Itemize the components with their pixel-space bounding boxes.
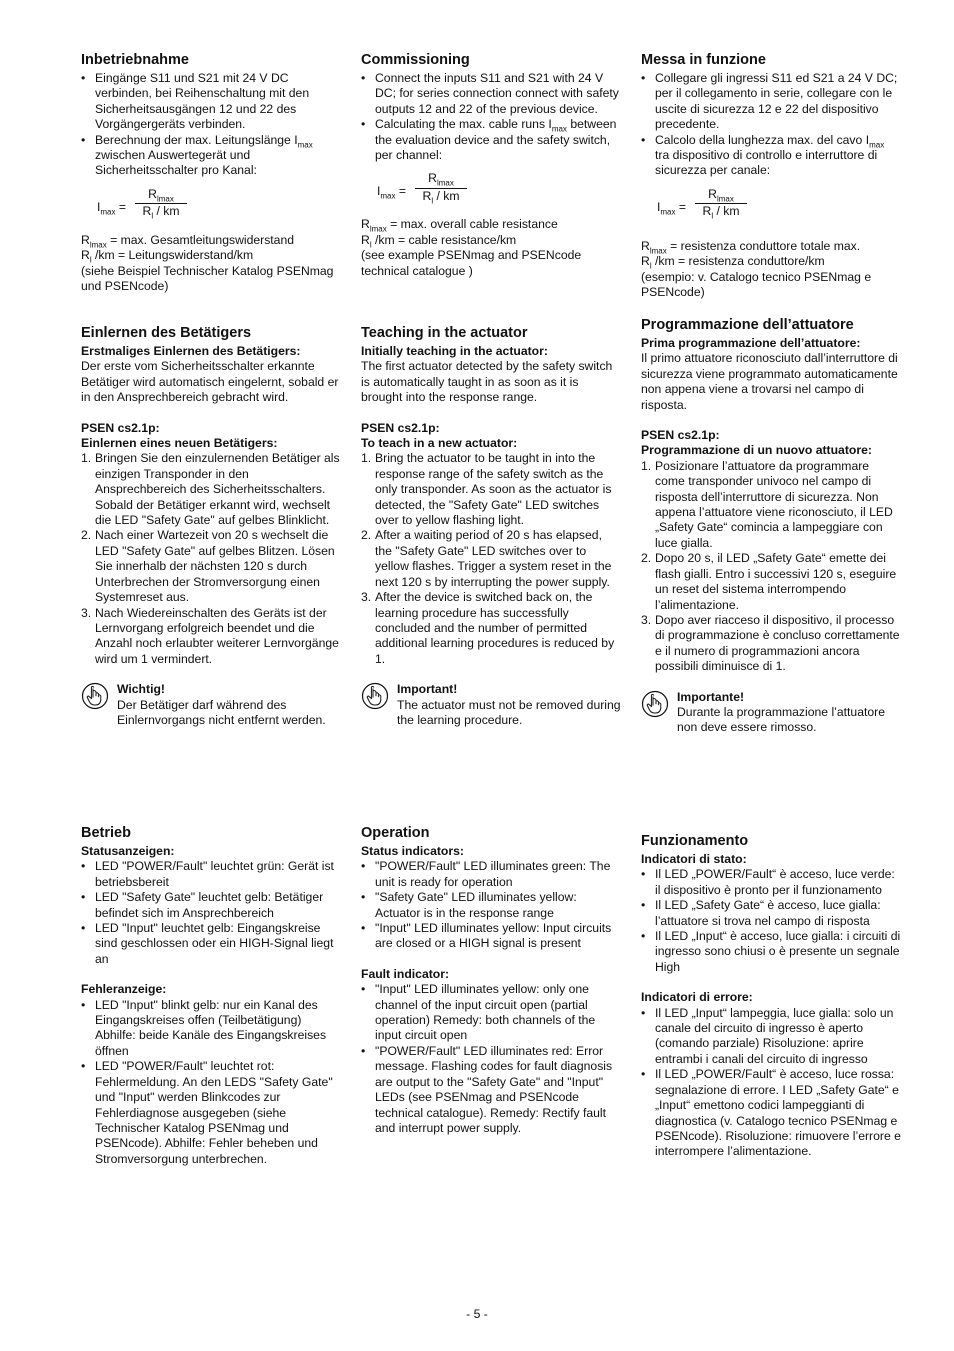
section-title: Teaching in the actuator — [361, 325, 528, 341]
list-item: 3. Nach Wiedereinschalten des Geräts ist der Lernvorgang erfolgreich beendet und die Anzahl noch erlaubter weiterer Lernvorgänge wird um 1 vermindert. — [81, 605, 339, 666]
list-item: • Il LED „Input“ è acceso, luce gialla: i circuiti di ingresso sono chiusi o è presente un segnale High — [641, 929, 901, 975]
subheading: Initially teaching in the actuator: — [361, 344, 548, 358]
subheading: PSEN cs2.1p: — [641, 428, 720, 443]
list-item: • "POWER/Fault" LED illuminates red: Error message. Flashing codes for fault diagnosis are output to the "Safety Gate" and "Input" LEDs (see PSENmag and PSENcode technical catalogue). Remedy: Rectify fault and interrupt power supply. — [361, 1044, 621, 1136]
formula-lhs: $I_{max}$ = — [657, 199, 687, 217]
bullet-list — [361, 982, 621, 1136]
subheading: Einlernen eines neuen Betätigers: — [81, 436, 278, 451]
section-title: Operation — [361, 825, 430, 841]
definition-line: $R_l$ /km = cable resistance/km — [361, 232, 517, 250]
list-item-text: zwischen Auswertegerät und Sicherheitsschalter pro Kanal: — [95, 148, 257, 178]
numbered-list — [81, 451, 341, 667]
subheading: Prima programmazione dell’attuatore: — [641, 336, 861, 350]
section-title: Funzionamento — [641, 833, 749, 849]
note-title: Wichtig! — [117, 682, 165, 697]
formula-fraction: $R_{lmax}$ $R_l$ / km — [415, 171, 467, 204]
section-operation — [361, 825, 621, 1136]
list-item: 2. Nach einer Wartezeit von 20 s wechselt die LED "Safety Gate" auf gelbes Blitzen. Lösen Sie innerhalb der nächsten 120 s durch Unterbrechen der Stromversorgung einen Systemreset aus. — [81, 528, 335, 605]
bullet-list — [641, 867, 901, 975]
list-item: 1. Bring the actuator to be taught in into the response range of the safety switch as the only transponder. As soon as the actuator is detected, the "Safety Gate" LED switches over to yellow flashing light. — [361, 451, 612, 528]
list-item: 3. After the device is switched back on, the learning procedure has successfully concluded and the number of permitted additional learning procedures is reduced by 1. — [361, 590, 615, 666]
pointing-hand-icon — [81, 682, 109, 710]
numbered-list — [641, 459, 901, 675]
definition-line: (siehe Beispiel Technischer Katalog PSENmag und PSENcode) — [81, 263, 334, 294]
list-item-text: Calcolo della lunghezza max. del cavo I — [655, 132, 870, 147]
list-item: • Collegare gli ingressi S11 ed S21 a 24 V DC; per il collegamento in serie, collegare con le uscite di sicurezza 12 e 22 del dispositivo precedente. — [641, 71, 901, 133]
subheading: To teach in a new actuator: — [361, 436, 518, 451]
subheading: Indicatori di stato: — [641, 852, 747, 866]
list-item: 1. Posizionare l’attuatore da programmare come transponder univoco nel campo di risposta dell’interruttore di sicurezza. Non appena l’attuatore viene riconosciuto, il LED „Safety Gate“ comincia a lampeggiare con luce gialla. — [641, 458, 893, 550]
list-item — [641, 133, 901, 179]
numbered-list — [361, 451, 621, 667]
bullet-list — [641, 71, 901, 179]
list-item: • LED "POWER/Fault" leuchtet rot: Fehlermeldung. An den LEDS "Safety Gate" und "Input" werden Blinkcodes zur Fehlerdiagnose ausgegeben (siehe Technischer Katalog PSENmag und PSENcode). Abhilfe: Fehler beheben und Stromversorgung unterbrechen. — [81, 1059, 341, 1167]
section-title: Messa in funzione — [641, 52, 766, 68]
note-text: Durante la programmazione l’attuatore non deve essere rimosso. — [677, 704, 885, 735]
list-item: • "POWER/Fault" LED illuminates green: The unit is ready for operation — [361, 859, 621, 890]
definition-line: (esempio: v. Catalogo tecnico PSENmag e PSENcode) — [641, 269, 872, 300]
definition-line: (see example PSENmag and PSENcode technical catalogue ) — [361, 248, 582, 278]
bullet-list — [81, 859, 341, 967]
formula-lhs: $I_{max}$ = — [97, 199, 127, 217]
section-title: Inbetriebnahme — [81, 52, 189, 68]
cable-length-formula — [657, 187, 901, 229]
definition-line: $R_l$ /km = Leitungswiderstand/km — [81, 248, 254, 265]
subheading: PSEN cs2.1p: — [361, 420, 440, 435]
list-item: • Il LED „POWER/Fault“ è acceso, luce verde: il dispositivo è pronto per il funzionamento — [641, 867, 901, 898]
note-title: Important! — [397, 682, 458, 697]
paragraph: Der erste vom Sicherheitsschalter erkannte Betätiger wird automatisch eingelernt, sobald er in den Ansprechbereich gebracht wird. — [81, 359, 339, 405]
list-item: • LED "Safety Gate" leuchtet gelb: Betätiger befindet sich im Ansprechbereich — [81, 890, 341, 921]
formula-lhs: $I_{max}$ = — [377, 184, 407, 201]
section-inbetriebnahme — [81, 52, 341, 294]
subheading: PSEN cs2.1p: — [81, 420, 160, 435]
list-item: • "Input" LED illuminates yellow: only one channel of the input circuit open (partial operation) Remedy: both channels of the input circuit open — [361, 982, 621, 1044]
list-item: • Eingänge S11 und S21 mit 24 V DC verbinden, bei Reihenschaltung mit den Sicherheitsausgängen 12 und 22 des Vorgängergeräts verbinden. — [81, 71, 341, 133]
important-note — [361, 682, 621, 728]
subheading: Erstmaliges Einlernen des Betätigers: — [81, 344, 301, 358]
important-note — [641, 690, 901, 736]
list-item-text: Calculating the max. cable runs I — [375, 117, 552, 132]
list-item: • Il LED „Safety Gate“ è acceso, luce gialla: l’attuatore si trova nel campo di risposta — [641, 898, 901, 929]
bullet-list — [81, 998, 341, 1167]
formula-fraction: $R_{lmax}$ $R_l$ / km — [135, 187, 187, 220]
definition-line: $R_{lmax} = \max$. overall cable resistance — [361, 217, 558, 234]
section-messa-in-funzione — [641, 52, 901, 300]
subscript: max — [551, 124, 567, 134]
subscript: max — [869, 140, 885, 150]
note-text: The actuator must not be removed during the learning procedure. — [397, 697, 621, 727]
section-title: Einlernen des Betätigers — [81, 325, 252, 341]
bullet-list — [361, 859, 621, 951]
section-commissioning — [361, 52, 621, 279]
subheading: Statusanzeigen: — [81, 844, 175, 858]
pointing-hand-icon — [361, 682, 389, 710]
section-title: Betrieb — [81, 825, 131, 841]
list-item: • LED "Input" blinkt gelb: nur ein Kanal des Eingangskreises offen (Teilbetätigung) Abhilfe: beide Kanäle des Eingangskreises öffnen — [81, 998, 341, 1060]
important-note — [81, 682, 341, 728]
list-item: • Il LED „POWER/Fault“ è acceso, luce rossa: segnalazione di errore. I LED „Safety Gate“ e „Input“ emettono codici lampeggianti di diagnostica (v. Catalogo tecnico PSENmag e PSENcode). Risoluzione: rimuovere l’errore e interrompere l’alimentazione. — [641, 1067, 901, 1159]
formula-fraction: $R_{lmax}$ $R_l$ / km — [695, 187, 747, 220]
list-item-text: between the evaluation device and the safety switch, per channel: — [375, 117, 617, 163]
cable-length-formula — [97, 187, 341, 229]
list-item-text: Berechnung der max. Leitungslänge I — [95, 132, 298, 147]
section-betrieb — [81, 825, 341, 1167]
subheading: Indicatori di errore: — [641, 990, 753, 1005]
definition-line: $R_{lmax} = \max$. Gesamtleitungswiderstand — [81, 232, 295, 250]
list-item: 3. Dopo aver riacceso il dispositivo, il processo di programmazione è concluso correttamente e il numero di programmazioni ancora possibili diminuisce di 1. — [641, 612, 900, 674]
bullet-list — [361, 71, 621, 163]
list-item: • "Safety Gate" LED illuminates yellow: Actuator is in the response range — [361, 890, 621, 921]
bullet-list — [641, 1006, 901, 1160]
definition-line: $R_{lmax}$ = resistenza conduttore totale max. — [641, 238, 861, 256]
note-title: Importante! — [677, 689, 745, 704]
pointing-hand-icon — [641, 690, 669, 718]
list-item-text: tra dispositivo di controllo e interruttore di sicurezza per canale: — [655, 148, 878, 178]
section-title: Commissioning — [361, 52, 470, 68]
list-item: • LED "Input" leuchtet gelb: Eingangskreise sind geschlossen oder ein HIGH-Signal liegt an — [81, 921, 341, 967]
list-item — [81, 133, 341, 179]
section-teaching — [361, 325, 621, 728]
bullet-list — [81, 71, 341, 179]
list-item: • LED "POWER/Fault" leuchtet grün: Gerät ist betriebsbereit — [81, 859, 341, 890]
paragraph: Il primo attuatore riconosciuto dall’interruttore di sicurezza viene programmato automaticamente non appena viene a trovarsi nel campo di risposta. — [641, 351, 898, 412]
section-programmazione — [641, 317, 901, 736]
list-item: 2. Dopo 20 s, il LED „Safety Gate“ emette dei flash gialli. Entro i successivi 120 s, eseguire un reset del sistema interrompendo l’alimentazione. — [641, 551, 897, 612]
section-funzionamento — [641, 833, 901, 1160]
list-item: 2. After a waiting period of 20 s has elapsed, the "Safety Gate" LED switches over to yellow flashes. Trigger a system reset in the next 120 s by interrupting the power supply. — [361, 528, 612, 589]
list-item: • Il LED „Input“ lampeggia, luce gialla: solo un canale del circuito di ingresso è aperto (comando parziale) Risoluzione: aprire entrambi i canali del circuito di ingresso — [641, 1006, 901, 1068]
list-item: • "Input" LED illuminates yellow: Input circuits are closed or a HIGH signal is present — [361, 921, 621, 952]
subheading: Fehleranzeige: — [81, 982, 167, 997]
section-title: Programmazione dell’attuatore — [641, 317, 854, 333]
section-einlernen — [81, 325, 341, 728]
list-item: 1. Bringen Sie den einzulernenden Betätiger als einzigen Transponder in den Ansprechbereich des Sicherheitsschalters. Sobald der Betätiger erkannt wird, wechselt die LED "Safety Gate" auf gelbes Blinklicht. — [81, 451, 340, 528]
cable-length-formula — [377, 171, 621, 213]
list-item — [361, 117, 621, 163]
list-item: • Connect the inputs S11 and S21 with 24 V DC; for series connection connect with safety outputs 12 and 22 of the previous device. — [361, 71, 621, 117]
subscript: max — [297, 140, 313, 150]
page-number: - 5 - — [466, 1307, 488, 1321]
definition-line: $R_l$ /km = resistenza conduttore/km — [641, 254, 825, 271]
subheading: Programmazione di un nuovo attuatore: — [641, 443, 872, 458]
note-text: Der Betätiger darf während des Einlernvorgangs nicht entfernt werden. — [117, 697, 326, 727]
subheading: Fault indicator: — [361, 966, 450, 981]
subheading: Status indicators: — [361, 844, 464, 858]
paragraph: The first actuator detected by the safety switch is automatically taught in as soon as it is brought into the response range. — [361, 359, 613, 405]
